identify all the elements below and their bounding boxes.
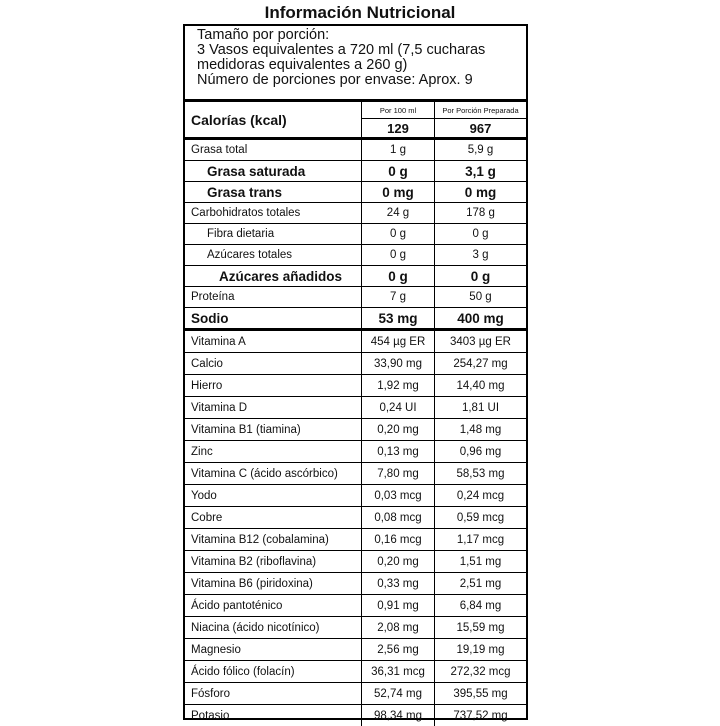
vitamin-row	[185, 463, 526, 485]
vitamin-per-100ml: 0,33 mg	[362, 573, 435, 595]
vitamin-row	[185, 485, 526, 507]
vitamin-per-serving: 272,32 mcg	[435, 661, 527, 683]
servings-per-container: Número de porciones por envase: Aprox. 9	[197, 73, 526, 88]
vitamin-per-100ml: 33,90 mg	[362, 353, 435, 375]
vitamin-name: Vitamina B6 (piridoxina)	[185, 573, 362, 595]
vitamin-name: Ácido pantoténico	[185, 595, 362, 617]
vitamin-per-serving: 1,17 mcg	[435, 529, 527, 551]
serving-size-detail: 3 Vasos equivalentes a 720 ml (7,5 cucharas	[197, 43, 526, 58]
vitamin-row	[185, 507, 526, 529]
calories-per-100ml: 129	[362, 119, 435, 139]
calories-label: Calorías (kcal)	[185, 101, 362, 139]
serving-size-detail-cont: medidoras equivalentes a 260 g)	[197, 58, 526, 73]
vitamin-row	[185, 397, 526, 419]
vitamin-per-100ml: 7,80 mg	[362, 463, 435, 485]
nutrient-per-serving: 3,1 g	[435, 161, 527, 182]
vitamin-per-100ml: 0,24 UI	[362, 397, 435, 419]
calories-per-serving: 967	[435, 119, 527, 139]
vitamin-per-serving: 19,19 mg	[435, 639, 527, 661]
nutrition-table	[185, 99, 526, 726]
nutrient-per-100ml: 0 g	[362, 245, 435, 266]
vitamin-per-100ml: 0,91 mg	[362, 595, 435, 617]
vitamin-per-100ml: 2,08 mg	[362, 617, 435, 639]
nutrient-per-100ml: 0 g	[362, 266, 435, 287]
nutrient-row	[185, 266, 526, 287]
vitamin-row	[185, 617, 526, 639]
vitamin-name: Potasio	[185, 705, 362, 726]
vitamin-per-100ml: 98,34 mg	[362, 705, 435, 726]
nutrient-per-serving: 5,9 g	[435, 139, 527, 161]
vitamin-per-serving: 737,52 mg	[435, 705, 527, 726]
vitamin-row	[185, 551, 526, 573]
vitamin-name: Cobre	[185, 507, 362, 529]
vitamin-per-serving: 0,59 mcg	[435, 507, 527, 529]
vitamin-per-serving: 395,55 mg	[435, 683, 527, 705]
nutrient-row	[185, 139, 526, 161]
nutrient-row	[185, 203, 526, 224]
vitamin-per-100ml: 2,56 mg	[362, 639, 435, 661]
nutrient-per-serving: 0 g	[435, 224, 527, 245]
vitamin-per-100ml: 36,31 mcg	[362, 661, 435, 683]
vitamin-name: Vitamina B1 (tiamina)	[185, 419, 362, 441]
serving-info	[185, 26, 526, 99]
nutrient-row	[185, 224, 526, 245]
vitamin-per-100ml: 0,03 mcg	[362, 485, 435, 507]
vitamin-per-serving: 58,53 mg	[435, 463, 527, 485]
vitamin-row	[185, 529, 526, 551]
nutrient-row	[185, 287, 526, 308]
nutrient-name: Carbohidratos totales	[185, 203, 362, 224]
vitamin-row	[185, 353, 526, 375]
vitamin-per-serving: 14,40 mg	[435, 375, 527, 397]
nutrient-per-100ml: 53 mg	[362, 308, 435, 330]
vitamin-name: Niacina (ácido nicotínico)	[185, 617, 362, 639]
vitamin-per-100ml: 0,16 mcg	[362, 529, 435, 551]
nutrient-name: Grasa total	[185, 139, 362, 161]
nutrient-row	[185, 161, 526, 182]
calories-header-row	[185, 101, 526, 119]
vitamin-per-100ml: 0,13 mg	[362, 441, 435, 463]
nutrition-label	[183, 24, 528, 720]
nutrient-per-serving: 3 g	[435, 245, 527, 266]
vitamin-name: Zinc	[185, 441, 362, 463]
vitamin-per-100ml: 454 µg ER	[362, 330, 435, 353]
nutrient-per-serving: 400 mg	[435, 308, 527, 330]
nutrient-name: Fibra dietaria	[185, 224, 362, 245]
nutrient-name: Sodio	[185, 308, 362, 330]
nutrient-name: Azúcares añadidos	[185, 266, 362, 287]
col-per-100ml-header: Por 100 ml	[362, 101, 435, 119]
vitamin-row	[185, 595, 526, 617]
vitamin-name: Magnesio	[185, 639, 362, 661]
nutrient-per-100ml: 0 mg	[362, 182, 435, 203]
vitamin-per-serving: 1,81 UI	[435, 397, 527, 419]
vitamin-name: Calcio	[185, 353, 362, 375]
vitamin-per-serving: 15,59 mg	[435, 617, 527, 639]
vitamin-name: Vitamina B12 (cobalamina)	[185, 529, 362, 551]
vitamin-per-serving: 0,24 mcg	[435, 485, 527, 507]
nutrient-row	[185, 245, 526, 266]
nutrient-row	[185, 308, 526, 330]
nutrient-per-100ml: 0 g	[362, 224, 435, 245]
vitamin-name: Fósforo	[185, 683, 362, 705]
nutrient-name: Azúcares totales	[185, 245, 362, 266]
vitamin-row	[185, 661, 526, 683]
label-title: Información Nutricional	[0, 0, 720, 26]
vitamin-row	[185, 330, 526, 353]
vitamin-per-serving: 0,96 mg	[435, 441, 527, 463]
nutrient-per-serving: 178 g	[435, 203, 527, 224]
vitamin-per-100ml: 52,74 mg	[362, 683, 435, 705]
serving-size-heading: Tamaño por porción:	[197, 28, 526, 43]
nutrient-per-serving: 0 g	[435, 266, 527, 287]
nutrient-name: Grasa trans	[185, 182, 362, 203]
vitamin-name: Vitamina B2 (riboflavina)	[185, 551, 362, 573]
vitamin-per-serving: 1,51 mg	[435, 551, 527, 573]
vitamin-name: Ácido fólico (folacín)	[185, 661, 362, 683]
vitamin-row	[185, 705, 526, 726]
vitamin-per-serving: 3403 µg ER	[435, 330, 527, 353]
vitamin-row	[185, 573, 526, 595]
col-per-serving-header: Por Porción Preparada	[435, 101, 527, 119]
vitamin-row	[185, 639, 526, 661]
nutrient-row	[185, 182, 526, 203]
vitamin-per-100ml: 0,08 mcg	[362, 507, 435, 529]
nutrient-per-serving: 0 mg	[435, 182, 527, 203]
nutrient-per-100ml: 7 g	[362, 287, 435, 308]
vitamin-per-serving: 1,48 mg	[435, 419, 527, 441]
vitamin-row	[185, 683, 526, 705]
vitamin-name: Vitamina A	[185, 330, 362, 353]
nutrient-per-100ml: 1 g	[362, 139, 435, 161]
nutrient-name: Grasa saturada	[185, 161, 362, 182]
vitamin-name: Vitamina C (ácido ascórbico)	[185, 463, 362, 485]
vitamin-per-serving: 2,51 mg	[435, 573, 527, 595]
vitamin-per-100ml: 0,20 mg	[362, 551, 435, 573]
vitamin-per-serving: 254,27 mg	[435, 353, 527, 375]
vitamin-row	[185, 375, 526, 397]
vitamin-per-serving: 6,84 mg	[435, 595, 527, 617]
nutrient-name: Proteína	[185, 287, 362, 308]
nutrient-per-serving: 50 g	[435, 287, 527, 308]
vitamin-row	[185, 441, 526, 463]
vitamin-name: Vitamina D	[185, 397, 362, 419]
vitamin-name: Yodo	[185, 485, 362, 507]
nutrient-per-100ml: 0 g	[362, 161, 435, 182]
nutrient-per-100ml: 24 g	[362, 203, 435, 224]
vitamin-per-100ml: 1,92 mg	[362, 375, 435, 397]
vitamin-per-100ml: 0,20 mg	[362, 419, 435, 441]
vitamin-row	[185, 419, 526, 441]
vitamin-name: Hierro	[185, 375, 362, 397]
